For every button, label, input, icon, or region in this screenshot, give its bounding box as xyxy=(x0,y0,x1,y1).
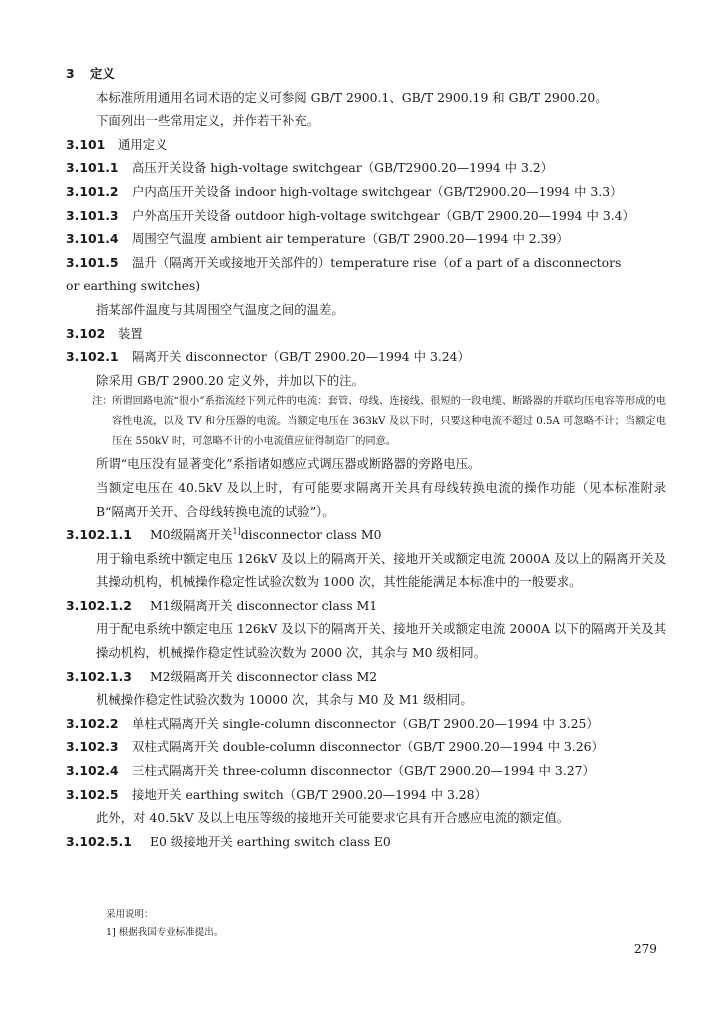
clause-description: 用于配电系统中额定电压 126kV 及以下的隔离开关、接地开关或额定电流 2000A 以下的隔离开关及其操动机构，机械操作稳定性试验次数为 2000 次，其余与 M0 级相同。 xyxy=(96,621,666,661)
footnote-title: 采用说明： xyxy=(106,909,154,920)
clause-description: 当额定电压在 40.5kV 及以上时，有可能要求隔离开关具有母线转换电流的操作功能（见本标准附录 B“隔离开关开、合母线转换电流的试验”）。 xyxy=(96,479,666,519)
clause-heading xyxy=(66,133,666,157)
note-label: 注： xyxy=(92,396,113,408)
clause-description: 机械操作稳定性试验次数为 10000 次，其余与 M0 及 M1 级相同。 xyxy=(96,692,473,708)
clause-item xyxy=(66,830,666,854)
section-number: 3 xyxy=(66,66,75,81)
intro-paragraph-1: 本标准所用通用名词术语的定义可参阅 GB/T 2900.1、GB/T 2900.19 和 GB/T 2900.20。 xyxy=(96,89,608,105)
clause-number: 3.102.2 xyxy=(66,715,119,731)
clause-text: M2级隔离开关 disconnector class M2 xyxy=(150,668,378,684)
footnote-text: 1] 根据我国专业标准提出。 xyxy=(106,927,224,938)
clause-text: 户外高压开关设备 outdoor high-voltage switchgear（GB/T 2900.20—1994 中 3.4） xyxy=(132,207,635,223)
clause-text: M1级隔离开关 disconnector class M1 xyxy=(150,597,378,613)
note-text: 所谓回路电流“很小”系指流经下列元件的电流：套管、母线、连接线、很短的一段电缆、断路器的并联均压电容等形成的电容性电流，以及 TV 和分压器的电流。当额定电压在 363kV 及以下时，只要这种电流不超过 0.5A 可忽略不计；当额定电压在 550kV 时，可忽略不计的小电流值应征得制造厂的同意。 xyxy=(112,396,666,448)
clause-number: 3.102.1.2 xyxy=(66,597,132,613)
page-content xyxy=(66,62,666,853)
clause-number: 3.101.2 xyxy=(66,183,119,199)
clause-text: 高压开关设备 high-voltage switchgear（GB/T2900.20—1994 中 3.2） xyxy=(132,160,554,176)
clause-item xyxy=(66,156,666,180)
clause-number: 3.102.4 xyxy=(66,763,119,779)
clause-item xyxy=(66,735,666,759)
clause-number: 3.102.5 xyxy=(66,786,119,802)
clause-text: M0级隔离开关 xyxy=(150,527,233,543)
clause-item xyxy=(66,759,666,783)
clause-description: 用于输电系统中额定电压 126kV 及以上的隔离开关、接地开关或额定电流 2000A 及以上的隔离开关及其操动机构，机械操作稳定性试验次数为 1000 次，其性能能满足本标准中的一般要求。 xyxy=(96,550,666,590)
footnote-area xyxy=(106,906,223,942)
clause-number: 3.102.5.1 xyxy=(66,833,132,849)
clause-item xyxy=(66,783,666,807)
clause-text: E0 级接地开关 earthing switch class E0 xyxy=(150,833,391,849)
clause-text: 周围空气温度 ambient air temperature（GB/T 2900.20—1994 中 2.39） xyxy=(132,231,569,247)
clause-item xyxy=(66,712,666,736)
section-title: 定义 xyxy=(90,66,115,81)
clause-number: 3.101.1 xyxy=(66,160,119,176)
clause-text: 三柱式隔离开关 three-column disconnector（GB/T 2900.20—1994 中 3.27） xyxy=(132,763,595,779)
clause-item xyxy=(66,345,666,369)
clause-number: 3.101.4 xyxy=(66,231,119,247)
clause-number: 3.102.1.3 xyxy=(66,668,132,684)
clause-number: 3.102.1 xyxy=(66,349,119,365)
clause-text-english: disconnector class M0 xyxy=(240,527,382,543)
clause-description: 指某部件温度与其周围空气温度之间的温差。 xyxy=(96,301,344,317)
clause-item xyxy=(66,251,666,275)
clause-description: 此外，对 40.5kV 及以上电压等级的接地开关可能要求它具有开合感应电流的额定值。 xyxy=(96,810,570,826)
clause-number: 3.102 xyxy=(66,325,106,341)
clause-title: 通用定义 xyxy=(118,136,168,152)
clause-number: 3.102.3 xyxy=(66,739,119,755)
note-block xyxy=(66,392,666,452)
clause-text: 接地开关 earthing switch（GB/T 2900.20—1994 中 3.28） xyxy=(132,786,487,802)
clause-item xyxy=(66,665,666,689)
clause-heading xyxy=(66,322,666,346)
clause-item xyxy=(66,204,666,228)
clause-item xyxy=(66,594,666,618)
clause-title: 装置 xyxy=(118,325,143,341)
clause-text-continued: or earthing switches) xyxy=(66,278,201,294)
page-number: 279 xyxy=(634,942,657,956)
clause-text: 户内高压开关设备 indoor high-voltage switchgear（GB/T2900.20—1994 中 3.3） xyxy=(132,183,623,199)
clause-item xyxy=(66,180,666,204)
clause-item xyxy=(66,227,666,251)
clause-number: 3.102.1.1 xyxy=(66,527,132,543)
clause-description: 所谓“电压没有显著变化”系指诸如感应式调压器或断路器的旁路电压。 xyxy=(96,456,481,472)
intro-paragraph-2: 下面列出一些常用定义，并作若干补充。 xyxy=(96,113,320,129)
section-heading xyxy=(66,62,666,86)
clause-number: 3.101.5 xyxy=(66,254,119,270)
clause-description: 除采用 GB/T 2900.20 定义外，并加以下的注。 xyxy=(96,372,364,388)
clause-number: 3.101 xyxy=(66,136,106,152)
clause-item xyxy=(66,523,666,547)
clause-text: 隔离开关 disconnector（GB/T 2900.20—1994 中 3.24） xyxy=(132,349,470,365)
clause-text: 双柱式隔离开关 double-column disconnector（GB/T 2900.20—1994 中 3.26） xyxy=(132,739,604,755)
clause-text: 温升（隔离开关或接地开关部件的）temperature rise（of a part of a disconnectors xyxy=(132,254,622,270)
clause-number: 3.101.3 xyxy=(66,207,119,223)
footnote-marker: 1] xyxy=(232,526,241,536)
clause-text: 单柱式隔离开关 single-column disconnector（GB/T 2900.20—1994 中 3.25） xyxy=(132,715,599,731)
